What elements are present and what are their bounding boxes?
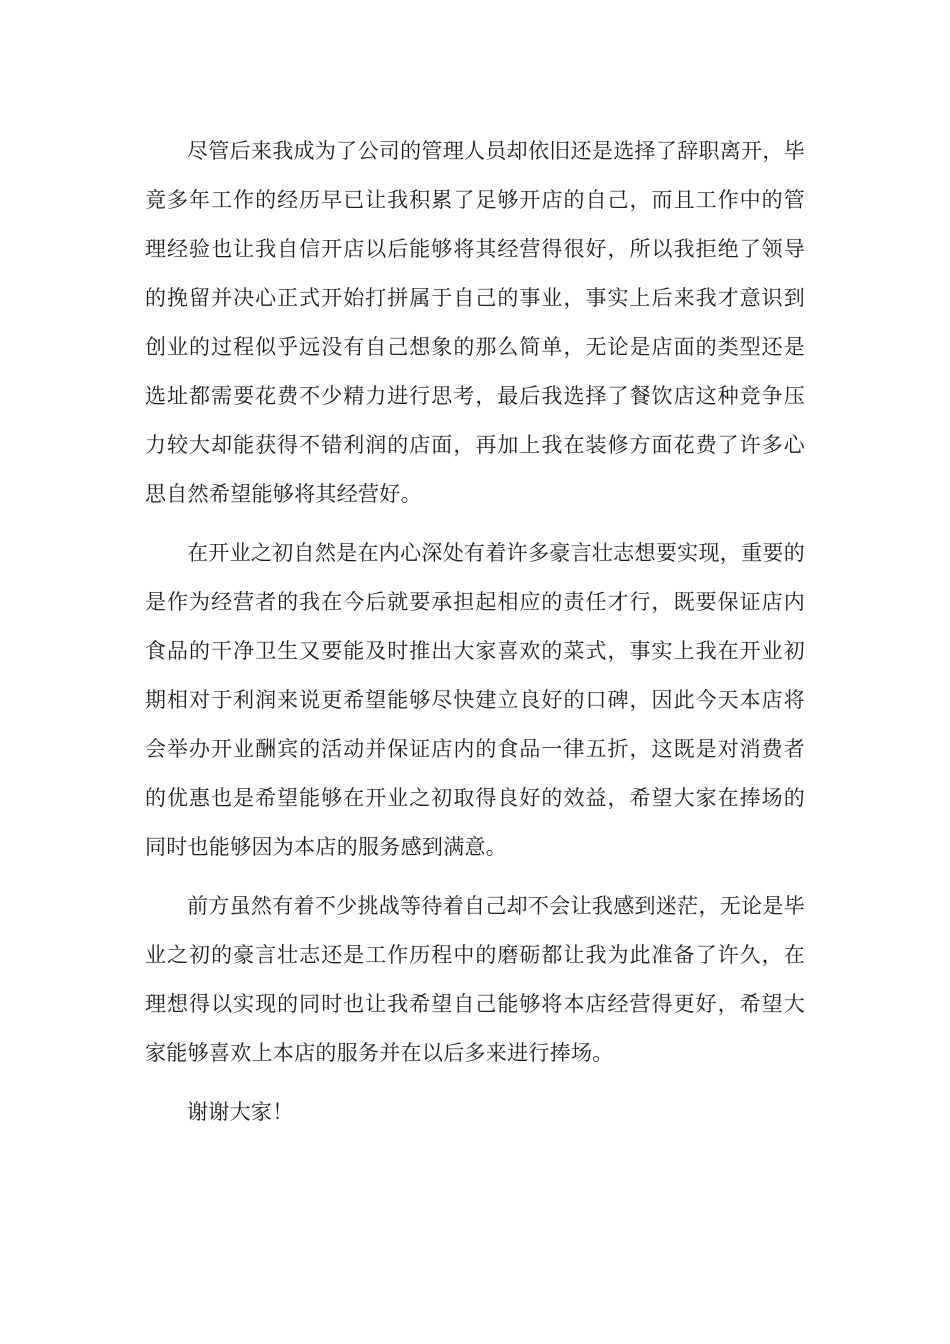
paragraph-2: 在开业之初自然是在内心深处有着许多豪言壮志想要实现，重要的是作为经营者的我在今后就要承担起相应的责任才行，既要保证店内食品的干净卫生又要能及时推出大家喜欢的菜式，事实上我在开业初期相对于利润来说更希望能够尽快建立良好的口碑，因此今天本店将会举办开业酬宾的活动并保证店内的食品一律五折，这既是对消费者的优惠也是希望能够在开业之初取得良好的效益，希望大家在捧场的同时也能够因为本店的服务感到满意。 [145,541,805,859]
paragraph-3: 前方虽然有着不少挑战等待着自己却不会让我感到迷茫，无论是毕业之初的豪言壮志还是工作历程中的磨砺都让我为此准备了许久，在理想得以实现的同时也让我希望自己能够将本店经营得更好，希望大家能够喜欢上本店的服务并在以后多来进行捧场。 [145,894,805,1065]
document-body [145,127,805,1147]
paragraph-1: 尽管后来我成为了公司的管理人员却依旧还是选择了辞职离开，毕竟多年工作的经历早已让我积累了足够开店的自己，而且工作中的管理经验也让我自信开店以后能够将其经营得很好，所以我拒绝了领导的挽留并决心正式开始打拼属于自己的事业，事实上后来我才意识到创业的过程似乎远没有自己想象的那么简单，无论是店面的类型还是选址都需要花费不少精力进行思考，最后我选择了餐饮店这种竞争压力较大却能获得不错利润的店面，再加上我在装修方面花费了许多心思自然希望能够将其经营好。 [145,139,805,506]
paragraph-closing: 谢谢大家！ [187,1100,294,1124]
